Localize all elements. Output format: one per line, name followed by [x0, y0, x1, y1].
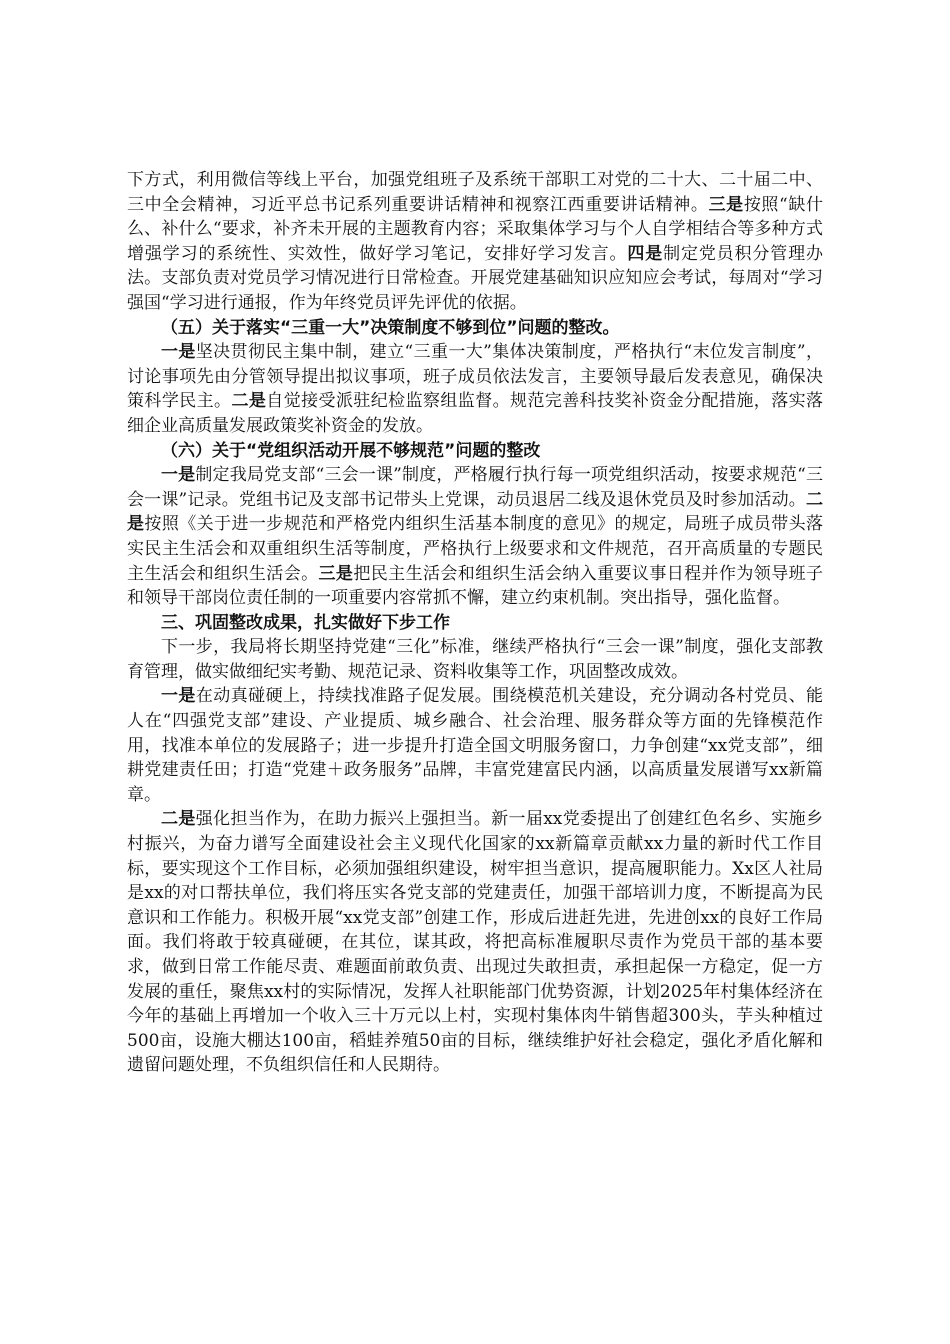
paragraph-5 [127, 684, 823, 807]
text-run: 下一步，我局将长期坚持党建“三化”标准，继续严格执行“三会一课”制度，强化支部教育管理，做实做细纪实考勤、规范记录、资料收集等工作，巩固整改成效。 [127, 637, 823, 682]
text-run: 制定党员积分管理办法。支部负责对党员学习情况进行日常检查。开展党建基础知识应知应会考试，每周对“学习强国“学习进行通报，作为年终党员评先评优的依据。 [127, 243, 824, 313]
text-run: 制定我局党支部“三会一课”制度，严格履行执行每一项党组织活动，按要求规范“三会一课”记录。党组书记及支部书记带头上党课，动员退居二线及退休党员及时参加活动。 [127, 465, 823, 510]
text-run: 下方式，利用微信等线上平台，加强党组班子及系统干部职工对党的二十大、二十届二中、三中全会精神，习近平总书记系列重要讲话精神和视察江西重要讲话精神。 [127, 170, 823, 215]
bold-run: 二是 [231, 391, 267, 412]
document-page [127, 168, 823, 1078]
paragraph-6 [127, 807, 823, 1078]
text-run: 强化担当作为，在助力振兴上强担当。新一届xx党委提出了创建红色名乡、实施乡村振兴，为奋力谱写全面建设社会主义现代化国家的xx新篇章贡献xx力量的新时代工作目标，要实现这个工作目标，必须加强组织建设，树牢担当意识，提高履职能力。Xx区人社局是xx的对口帮扶单位，我们将压实各党支部的党建责任，加强干部培训力度，不断提高为民意识和工作能力。积极开展“xx党支部”创建工作，形成后进赶先进，先进创xx的良好工作局面。我们将敢于较真碰硬，在其位，谋其政，将把高标准履职尽责作为党员干部的基本要求，做到日常工作能尽责、难题面前敢负责、出现过失敢担责，承担起保一方稳定，促一方发展的重任，聚焦xx村的实际情况，发挥人社职能部门优势资源，计划2025年村集体经济在今年的基础上再增加一个收入三十万元以上村，实现村集体肉牛销售超300头，芋头种植过500亩，设施大棚达100亩，稻蛙养殖50亩的目标，继续维护好社会稳定，强化矛盾化解和遗留问题处理，不负组织信任和人民期待。 [127, 809, 823, 1076]
bold-run: 二是 [161, 809, 196, 830]
bold-run: 三是 [318, 563, 354, 584]
paragraph-3 [127, 463, 823, 611]
text-run: 在动真碰硬上，持续找准路子促发展。围绕模范机关建设，充分调动各村党员、能人在“四强党支部”建设、产业提质、城乡融合、社会治理、服务群众等方面的先锋模范作用，找准本单位的发展路子；进一步提升打造全国文明服务窗口，力争创建“xx党支部”，细耕党建责任田；打造“党建＋政务服务”品牌，丰富党建富民内涵，以高质量发展谱写xx新篇章。 [127, 686, 824, 805]
paragraph-4 [127, 635, 823, 684]
text-run: 按照《关于进一步规范和严格党内组织生活基本制度的意见》的规定，局班子成员带头落实民主生活会和双重组织生活等制度，严格执行上级要求和文件规范，召开高质量的专题民主生活会和组织生活会。 [127, 514, 824, 584]
paragraph-2 [127, 340, 823, 438]
paragraph-1 [127, 168, 823, 316]
section-heading-3: 三、巩固整改成果，扎实做好下步工作 [161, 612, 450, 633]
bold-run: 一是 [161, 465, 196, 486]
text-run: 把民主生活会和组织生活会纳入重要议事日程并作为领导班子和领导干部岗位责任制的一项重要内容常抓不懈，建立约束机制。突出指导，强化监督。 [127, 563, 824, 609]
bold-run: 二是 [127, 489, 823, 535]
bold-run: 四是 [627, 243, 664, 264]
bold-run: 一是 [161, 686, 196, 707]
bold-run: 三是 [708, 194, 744, 215]
bold-run: 一是 [161, 342, 196, 363]
text-run: 自觉接受派驻纪检监察组监督。规范完善科技奖补资金分配措施，落实落细企业高质量发展政策奖补资金的发放。 [127, 391, 824, 436]
section-heading-6: （六）关于“党组织活动开展不够规范”问题的整改 [161, 440, 541, 461]
section-heading-5: （五）关于落实“三重一大”决策制度不够到位”问题的整改。 [161, 317, 620, 338]
text-run: 坚决贯彻民主集中制，建立“三重一大”集体决策制度，严格执行“末位发言制度”，讨论事项先由分管领导提出拟议事项，班子成员依法发言，主要领导最后发表意见，确保决策科学民主。 [127, 342, 823, 412]
text-run: 按照“缺什么、补什么“要求，补齐未开展的主题教育内容；采取集体学习与个人自学相结合等多种方式增强学习的系统性、实效性，做好学习笔记，安排好学习发言。 [127, 194, 823, 264]
